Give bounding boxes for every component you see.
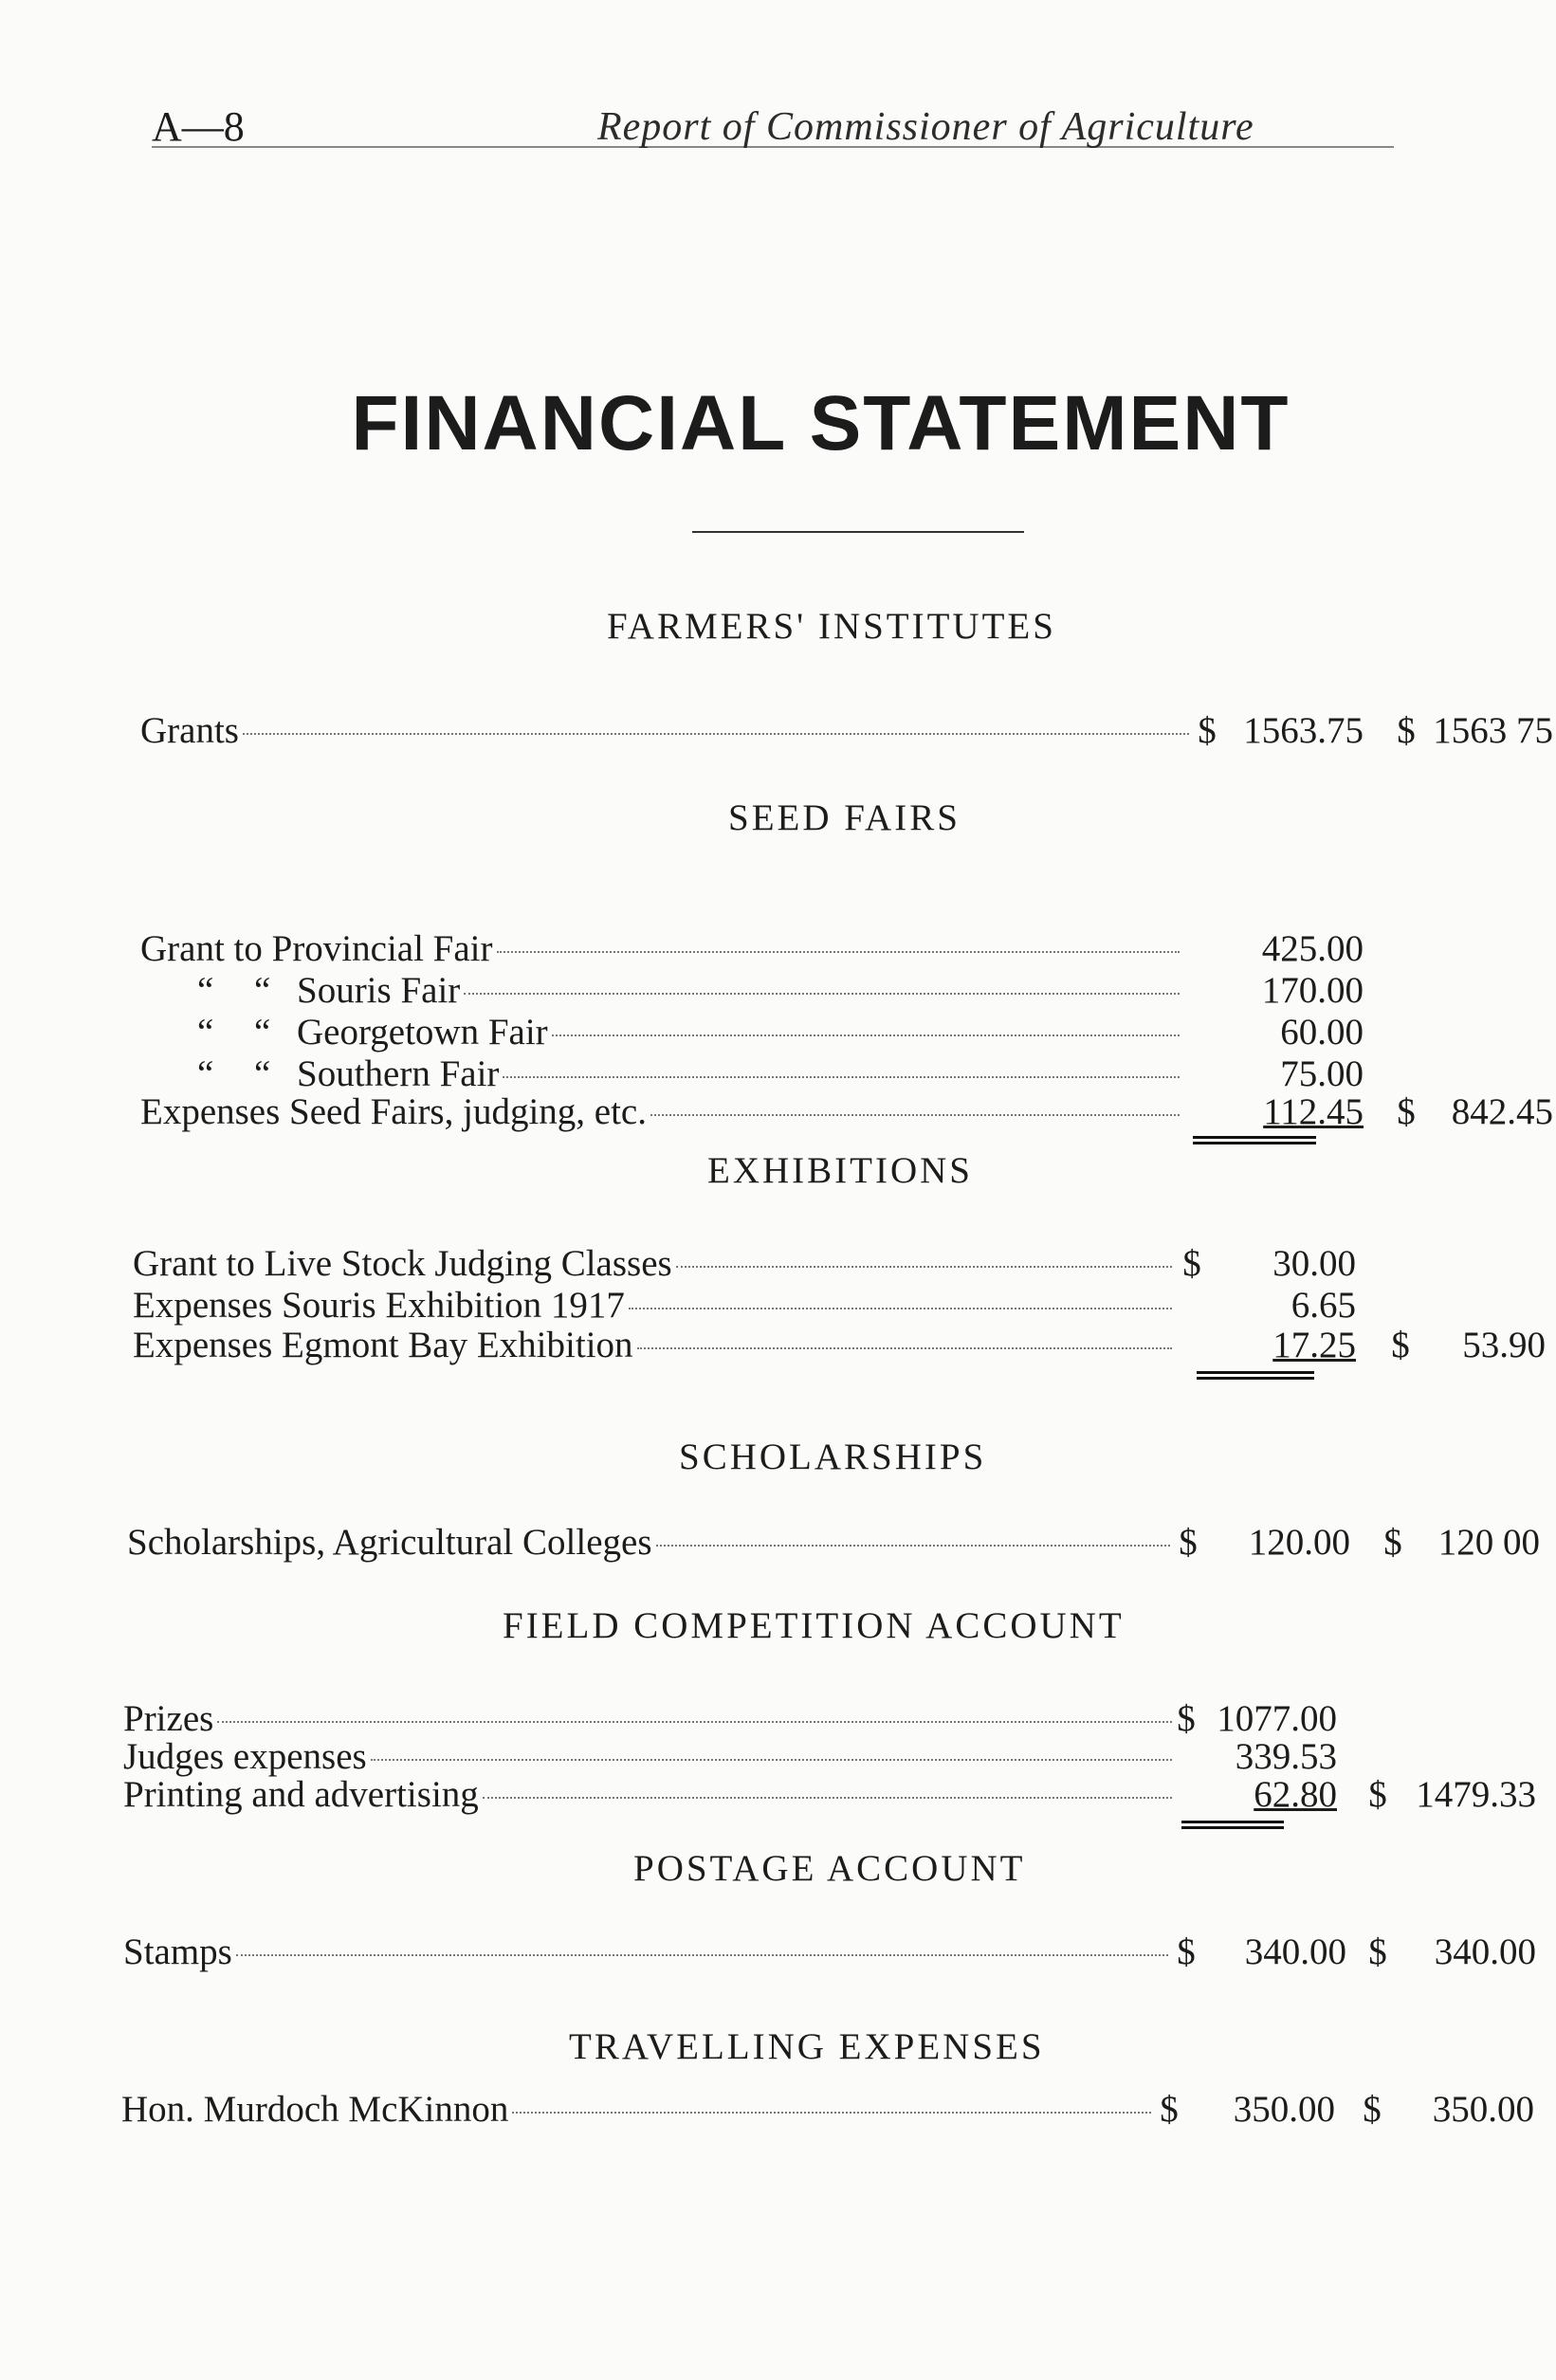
section-heading-scholarships: SCHOLARSHIPS xyxy=(679,1437,987,1477)
section-heading-postage: POSTAGE ACCOUNT xyxy=(633,1848,1026,1889)
dot-leader xyxy=(512,2112,1151,2114)
row-amount: 1077.00 xyxy=(1217,1698,1337,1739)
row-amount: 30.00 xyxy=(1272,1243,1356,1284)
ledger-row xyxy=(140,1090,1553,1134)
row-total: 1563 75 xyxy=(1433,710,1553,751)
total-dollar-sign: $ xyxy=(1368,1931,1387,1972)
row-total: 842.45 xyxy=(1451,1091,1553,1132)
dollar-sign: $ xyxy=(1177,1931,1196,1972)
dot-leader xyxy=(483,1797,1172,1799)
total-dollar-sign: $ xyxy=(1383,1522,1402,1563)
ditto-mark: “ xyxy=(197,1053,214,1094)
dot-leader xyxy=(637,1347,1172,1349)
row-label: Expenses Souris Exhibition 1917 xyxy=(133,1284,1176,1327)
row-amount: 6.65 xyxy=(1291,1285,1356,1326)
section-heading-exhibitions: EXHIBITIONS xyxy=(707,1150,973,1191)
ledger-row xyxy=(123,1773,1546,1817)
dot-leader xyxy=(464,993,1180,995)
ledger-row xyxy=(140,927,1553,971)
row-amount: 62.80 xyxy=(1254,1774,1337,1815)
page-header xyxy=(152,102,1394,148)
row-amount: 339.53 xyxy=(1235,1736,1337,1777)
dot-leader xyxy=(676,1266,1172,1268)
dot-leader xyxy=(371,1759,1172,1761)
dollar-sign: $ xyxy=(1182,1243,1201,1284)
total-dollar-sign: $ xyxy=(1397,1091,1416,1132)
ditto-mark: “ xyxy=(254,970,271,1011)
row-label: Printing and advertising xyxy=(123,1773,1176,1817)
dollar-sign: $ xyxy=(1179,1522,1198,1563)
ditto-mark: “ xyxy=(254,1053,271,1094)
section-heading-travelling: TRAVELLING EXPENSES xyxy=(569,2026,1045,2067)
row-total: 53.90 xyxy=(1462,1325,1546,1365)
total-dollar-sign: $ xyxy=(1363,2089,1382,2130)
ledger-row xyxy=(140,1011,1553,1054)
row-total: 120 00 xyxy=(1437,1522,1540,1563)
dot-leader xyxy=(236,1954,1168,1956)
total-rule xyxy=(1181,1821,1284,1823)
row-amount: 75.00 xyxy=(1280,1053,1364,1094)
dot-leader xyxy=(552,1034,1180,1036)
row-label: Prizes xyxy=(123,1697,1176,1741)
row-label: Expenses Egmont Bay Exhibition xyxy=(133,1324,1176,1367)
dot-leader xyxy=(243,733,1189,735)
total-rule xyxy=(1193,1136,1316,1139)
dollar-sign: $ xyxy=(1160,2089,1179,2130)
dot-leader xyxy=(497,951,1180,953)
dot-leader xyxy=(656,1545,1170,1547)
ledger-row xyxy=(140,969,1553,1013)
dollar-sign: $ xyxy=(1177,1698,1196,1739)
row-amount: 1563.75 xyxy=(1243,710,1364,751)
row-label: Grant to Live Stock Judging Classes xyxy=(133,1242,1176,1286)
section-heading-field-competition: FIELD COMPETITION ACCOUNT xyxy=(503,1605,1125,1646)
row-label: Scholarships, Agricultural Colleges xyxy=(127,1521,1174,1565)
row-amount: 170.00 xyxy=(1261,970,1364,1011)
section-heading-seed-fairs: SEED FAIRS xyxy=(728,797,961,838)
dot-leader xyxy=(650,1114,1180,1116)
dot-leader xyxy=(629,1308,1172,1309)
ledger-row xyxy=(127,1521,1549,1565)
dollar-sign: $ xyxy=(1198,710,1217,751)
ditto-mark: “ xyxy=(254,1012,271,1053)
row-label: Judges expenses xyxy=(123,1735,1176,1779)
page-number: A—8 xyxy=(152,103,245,150)
row-amount: 112.45 xyxy=(1263,1091,1364,1132)
row-label: Expenses Seed Fairs, judging, etc. xyxy=(140,1090,1183,1134)
row-total: 340.00 xyxy=(1434,1931,1536,1972)
total-rule xyxy=(1197,1371,1314,1374)
row-amount: 60.00 xyxy=(1280,1012,1364,1053)
running-title: Report of Commissioner of Agriculture xyxy=(597,105,1254,149)
total-dollar-sign: $ xyxy=(1368,1774,1387,1815)
row-label: “ “ Souris Fair xyxy=(140,969,1183,1013)
row-amount: 350.00 xyxy=(1233,2089,1335,2130)
ledger-row xyxy=(123,1931,1546,1974)
row-total: 350.00 xyxy=(1432,2089,1534,2130)
dot-leader xyxy=(503,1076,1180,1078)
row-label: “ “ Georgetown Fair xyxy=(140,1011,1183,1054)
ditto-mark: “ xyxy=(197,970,214,1011)
ledger-row xyxy=(133,1324,1546,1367)
ditto-mark: “ xyxy=(197,1012,214,1053)
ledger-row xyxy=(121,2088,1544,2132)
dot-leader xyxy=(217,1721,1172,1723)
total-dollar-sign: $ xyxy=(1391,1325,1410,1365)
row-label: Hon. Murdoch McKinnon xyxy=(121,2088,1155,2132)
ledger-row xyxy=(133,1242,1546,1286)
ledger-row xyxy=(140,709,1553,753)
row-amount: 120.00 xyxy=(1248,1522,1350,1563)
row-amount: 17.25 xyxy=(1272,1325,1356,1365)
section-heading-farmers-institutes: FARMERS' INSTITUTES xyxy=(607,606,1056,647)
row-amount: 340.00 xyxy=(1244,1931,1346,1972)
total-dollar-sign: $ xyxy=(1397,710,1416,751)
row-amount: 425.00 xyxy=(1261,928,1364,969)
ledger-row xyxy=(133,1284,1546,1327)
row-label: “ “ Southern Fair xyxy=(140,1053,1183,1096)
row-label: Grants xyxy=(140,709,1193,753)
page-title: FINANCIAL STATEMENT xyxy=(351,380,1291,467)
row-label: Stamps xyxy=(123,1931,1172,1974)
row-label: Grant to Provincial Fair xyxy=(140,927,1183,971)
title-divider xyxy=(692,531,1024,533)
row-total: 1479.33 xyxy=(1416,1774,1536,1815)
